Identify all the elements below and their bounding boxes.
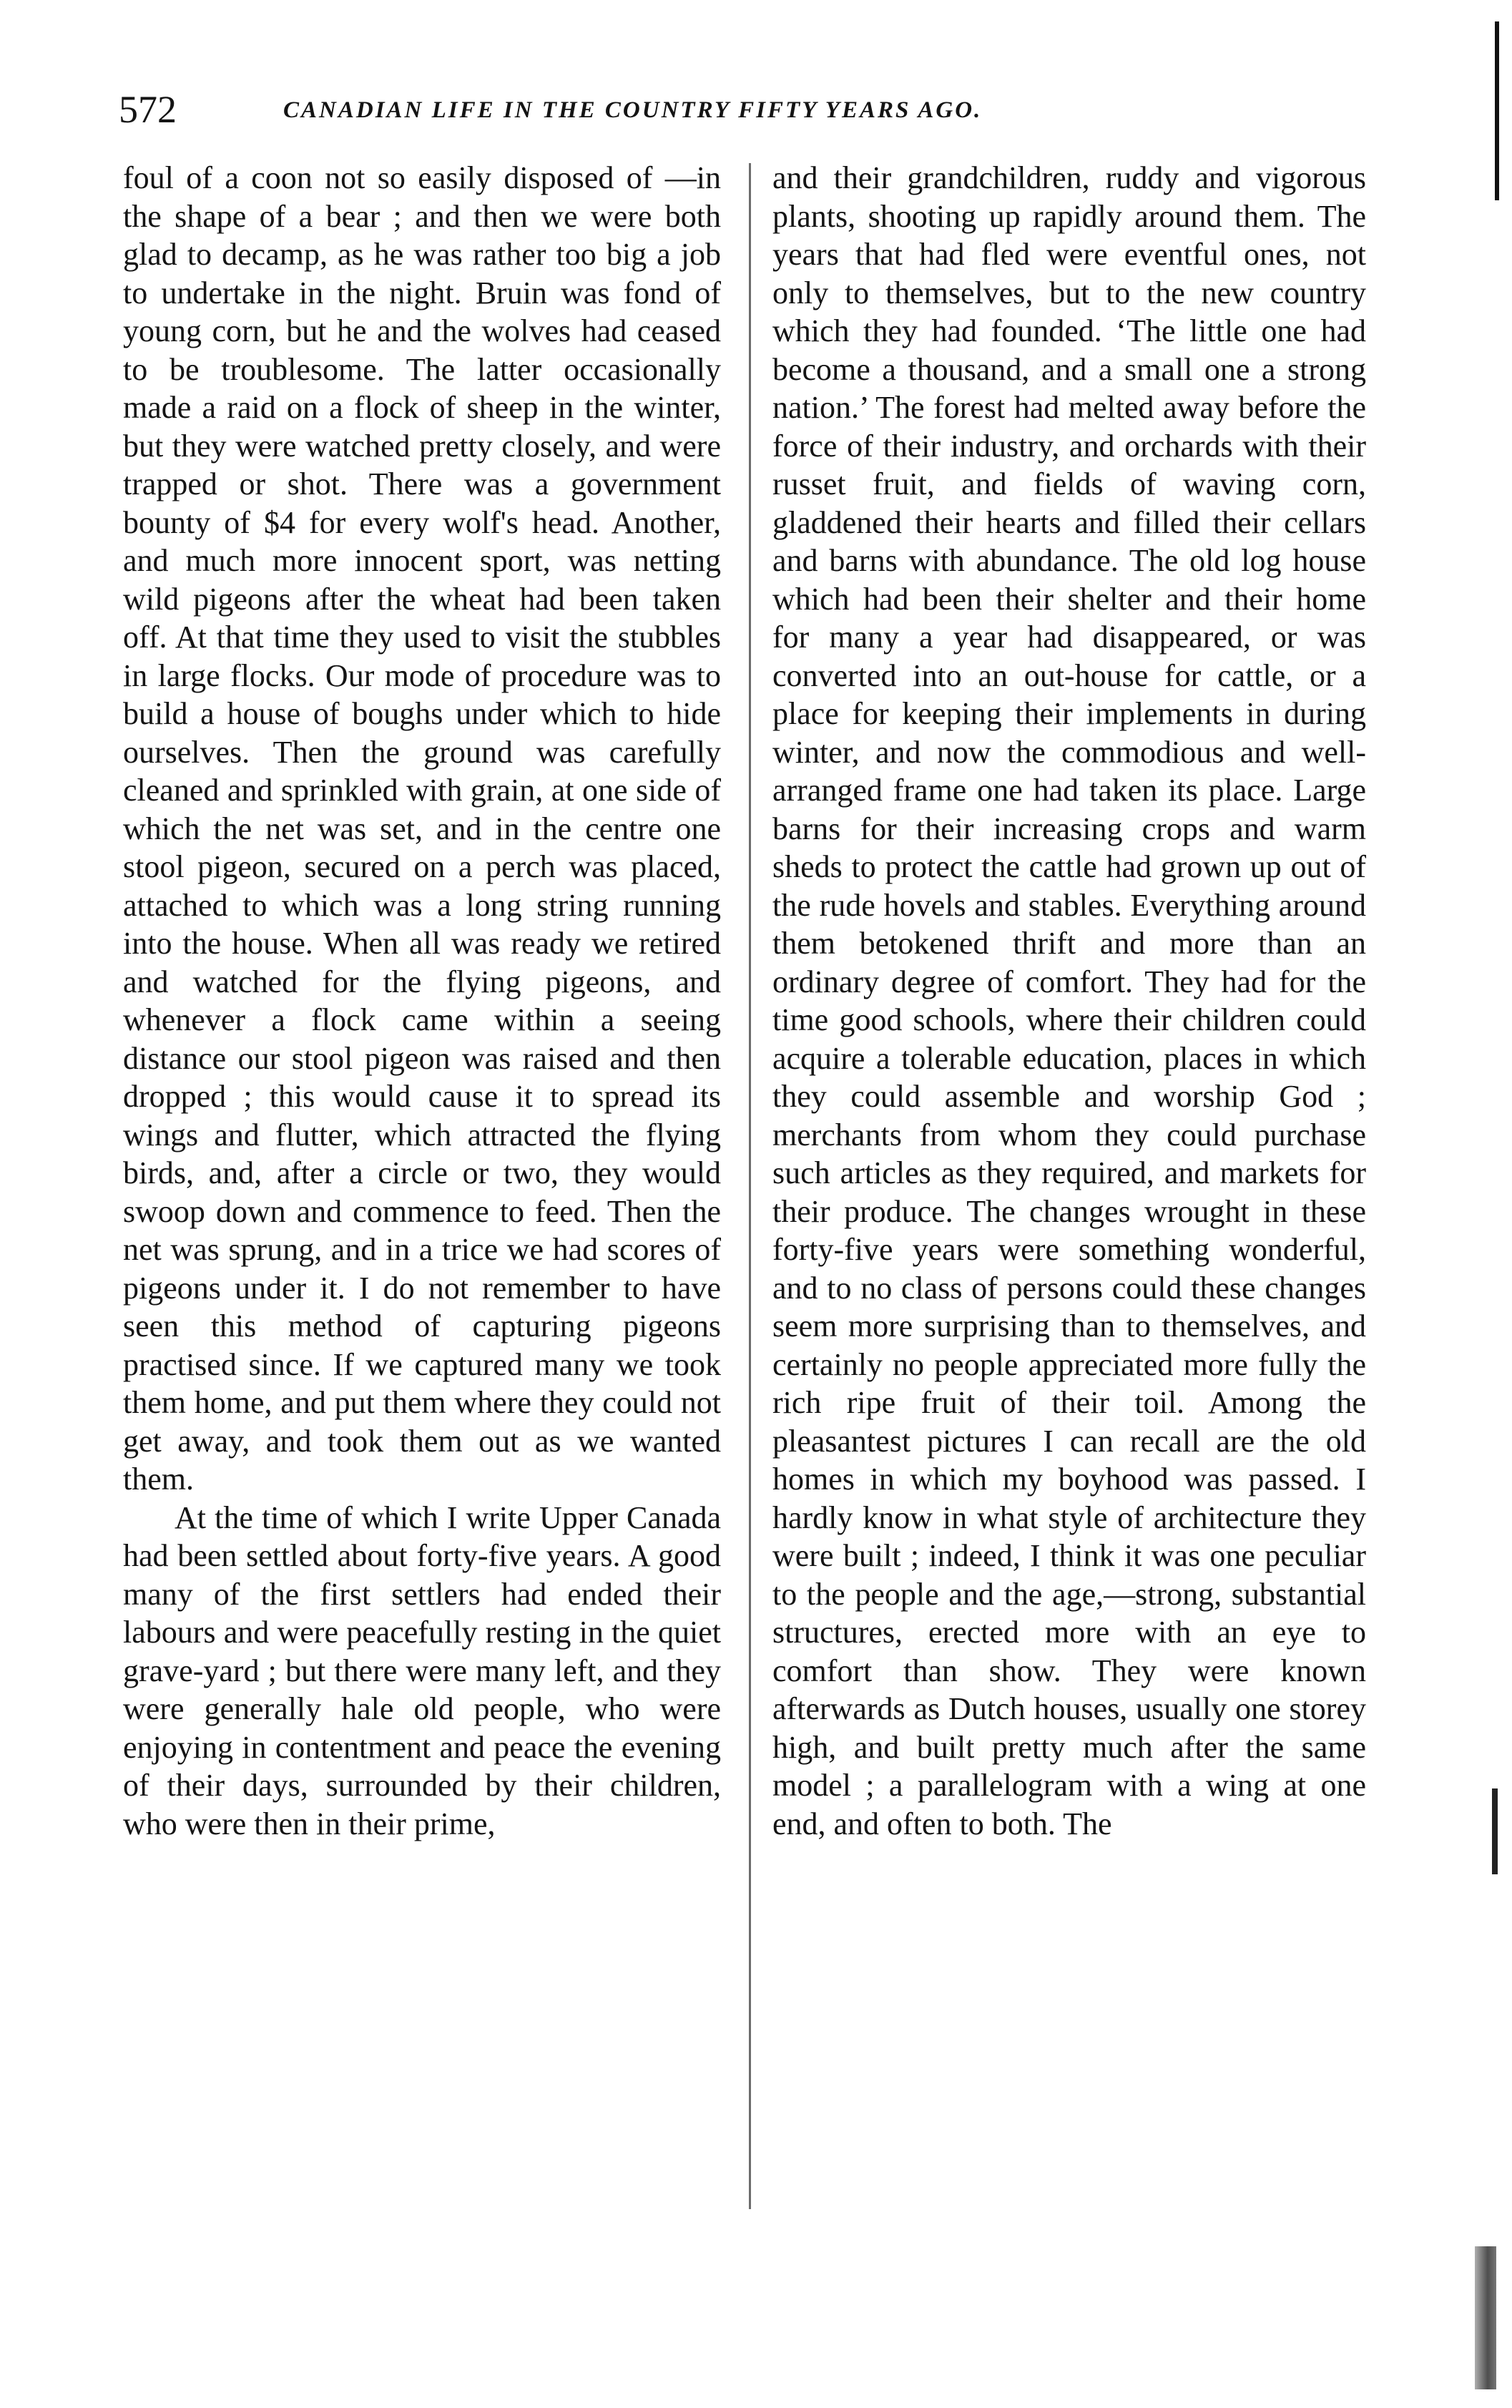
right-column: [772, 159, 1366, 1843]
scan-edge-mark-middle: [1492, 1788, 1498, 1874]
scan-edge-mark-bottom: [1475, 2246, 1496, 2389]
column-divider: [749, 163, 751, 2209]
page-header: [119, 84, 1234, 134]
left-paragraph-1: foul of a coon not so easily disposed of —in the shape of a bear ; and then we were both glad to decamp, as he was rather too big a job to undertake in the night. Bruin was fond of young corn, but he and the wolves had ceased to be troublesome. The latter occasionally made a raid on a flock of sheep in the winter, but they were watched pretty closely, and were trapped or shot. There was a government bounty of $4 for every wolf's head. Another, and much more innocent sport, was netting wild pigeons after the wheat had been taken off. At that time they used to visit the stubbles in large flocks. Our mode of procedure was to build a house of boughs under which to hide ourselves. Then the ground was carefully cleaned and sprinkled with grain, at one side of which the net was set, and in the centre one stool pigeon, secured on a perch was placed, attached to which was a long string running into the house. When all was ready we retired and watched for the flying pigeons, and whenever a flock came within a seeing distance our stool pigeon was raised and then dropped ; this would cause it to spread its wings and flutter, which attracted the flying birds, and, after a circle or two, they would swoop down and commence to feed. Then the net was sprung, and in a trice we had scores of pigeons under it. I do not remember to have seen this method of capturing pigeons practised since. If we captured many we took them home, and put them where they could not get away, and took them out as we wanted them.: [123, 160, 721, 1497]
right-paragraph-1: and their grandchildren, ruddy and vigorous plants, shooting up rapidly around them. The years that had fled were eventful ones, not only to themselves, but to the new country which they had founded. ‘The little one had become a thousand, and a small one a strong nation.’ The forest had melted away before the force of their industry, and orchards with their russet fruit, and fields of waving corn, gladdened their hearts and filled their cellars and barns with abundance. The old log house which had been their shelter and their home for many a year had disappeared, or was converted into an out-house for cattle, or a place for keeping their implements in during winter, and now the commodious and well-arranged frame one had taken its place. Large barns for their increasing crops and warm sheds to protect the cattle had grown up out of the rude hovels and stables. Everything around them betokened thrift and more than an ordinary degree of comfort. They had for the time good schools, where their children could acquire a tolerable education, places in which they could assemble and worship God ; merchants from whom they could purchase such articles as they required, and markets for their produce. The changes wrought in these forty-five years were something wonderful, and to no class of persons could these changes seem more surprising than to themselves, and certainly no people appreciated more fully the rich ripe fruit of their toil. Among the pleasantest pictures I can recall are the old homes in which my boyhood was passed. I hardly know in what style of architecture they were built ; indeed, I think it was one peculiar to the people and the age,—strong, substantial structures, erected more with an eye to comfort than show. They were known afterwards as Dutch houses, usually one storey high, and built pretty much after the same model ; a parallelogram with a wing at one end, and often to both. The: [772, 160, 1366, 1841]
left-paragraph-2: At the time of which I write Upper Canada had been settled about forty-five years. A good many of the first settlers had ended their labours and were peacefully resting in the quiet grave-yard ; but there were many left, and they were generally hale old people, who were enjoying in contentment and peace the evening of their days, surrounded by their children, who were then in their prime,: [123, 1499, 721, 1841]
left-column: [123, 159, 721, 1843]
running-title: CANADIAN LIFE IN THE COUNTRY FIFTY YEARS AGO.: [283, 97, 983, 123]
scan-edge-mark-top: [1495, 21, 1499, 200]
page-number: 572: [119, 88, 177, 131]
